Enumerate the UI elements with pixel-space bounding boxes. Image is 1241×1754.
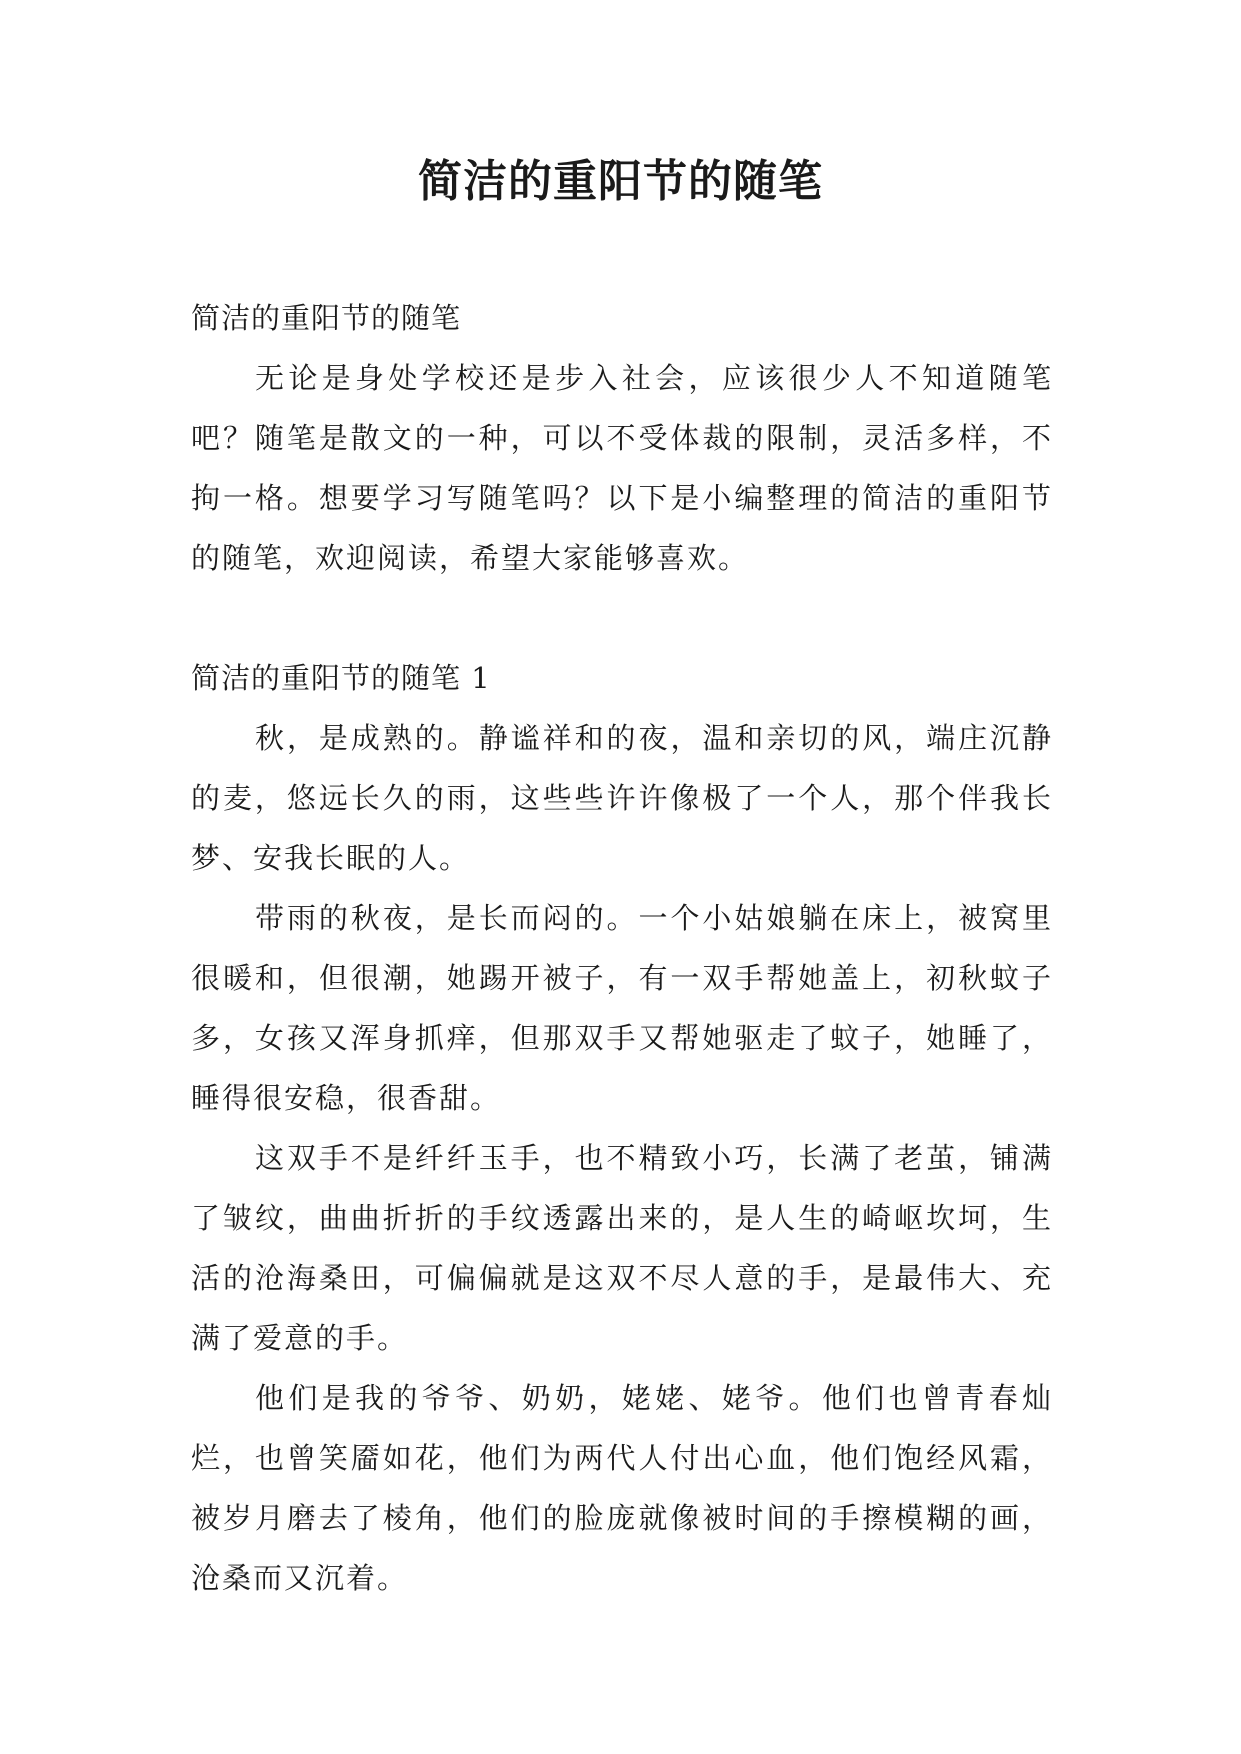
section1-paragraph-3: 这双手不是纤纤玉手，也不精致小巧，长满了老茧，铺满了皱纹，曲曲折折的手纹透露出来的，是人生的崎岖坎坷，生活的沧海桑田，可偏偏就是这双不尽人意的手，是最伟大、充满了爱意的手。: [191, 1141, 1053, 1355]
section-spacer: [191, 588, 1053, 648]
section1-paragraph-4: 他们是我的爷爷、奶奶，姥姥、姥爷。他们也曾青春灿烂，也曾笑靥如花，他们为两代人付出心血，他们饱经风霜，被岁月磨去了棱角，他们的脸庞就像被时间的手擦模糊的画，沧桑而又沉着。: [191, 1381, 1053, 1595]
section1-paragraph-2: 带雨的秋夜，是长而闷的。一个小姑娘躺在床上，被窝里很暖和，但很潮，她踢开被子，有一双手帮她盖上，初秋蚊子多，女孩又浑身抓痒，但那双手又帮她驱走了蚊子，她睡了，睡得很安稳，很香甜。: [191, 901, 1053, 1115]
section1-paragraph-1: 秋，是成熟的。静谧祥和的夜，温和亲切的风，端庄沉静的麦，悠远长久的雨，这些些许许像极了一个人，那个伴我长梦、安我长眠的人。: [191, 721, 1053, 875]
document-title: 简洁的重阳节的随笔: [418, 156, 823, 207]
intro-paragraph: 无论是身处学校还是步入社会，应该很少人不知道随笔吧？随笔是散文的一种，可以不受体裁的限制，灵活多样，不拘一格。想要学习写随笔吗？以下是小编整理的简洁的重阳节的随笔，欢迎阅读，希望大家能够喜欢。: [191, 361, 1053, 575]
intro-heading: 简洁的重阳节的随笔: [191, 301, 462, 335]
section1-heading: 简洁的重阳节的随笔 1: [191, 661, 491, 695]
document-body: [191, 288, 1053, 1608]
